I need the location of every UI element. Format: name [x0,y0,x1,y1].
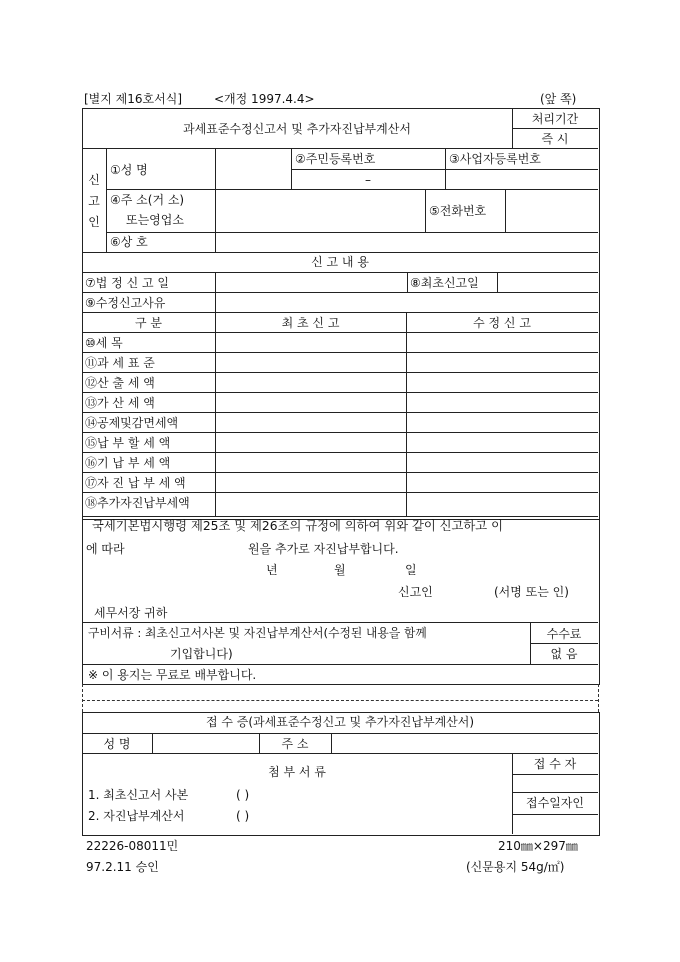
receiver-label: 접 수 자 [533,757,577,771]
phone-label: ⑤전화번호 [429,204,487,218]
date-year: 년 [266,563,278,577]
fee-label: 수수료 [546,627,582,641]
row-label-computed-tax: ⑫산 출 세 액 [85,376,155,390]
free-notice: ※ 이 용지는 무료로 배부합니다. [88,668,257,682]
receiver-field[interactable] [513,775,597,791]
amount-field[interactable] [150,540,240,556]
paper-size: 210㎜×297㎜ [498,839,578,853]
declaration-line-1: 국세기본법시행령 제25조 및 제26조의 규정에 의하여 위와 같이 신고하고 이 [92,519,503,533]
receipt-stamp-field[interactable] [513,815,597,833]
tear-line [82,700,598,701]
attached-item-2-check[interactable]: ( ) [236,809,250,823]
reason-field[interactable] [216,293,597,312]
row-label-self-paid-tax: ⑰자 진 납 부 세 액 [85,476,186,490]
name-field[interactable] [216,149,290,189]
row-label-additional-tax: ⑬가 산 세 액 [85,396,155,410]
receipt-name-field[interactable] [153,734,258,752]
brn-label: ③사업자등록번호 [449,152,541,166]
col-category: 구 분 [135,316,162,330]
fee-value: 없 음 [550,647,578,661]
col-initial: 최 초 신 고 [281,316,340,330]
address-label-2: 또는영업소 [126,213,184,227]
initial-date-field[interactable] [498,273,597,292]
attached-item-1-check[interactable]: ( ) [236,788,250,802]
declaration-line-2b: 원을 추가로 자진납부합니다. [248,542,399,556]
reason-label: ⑨수정신고사유 [85,296,166,310]
paper-type: (신문용지 54g/㎡) [466,860,565,874]
required-docs-line-2: 기입합니다) [170,647,233,661]
row-label-tax-base: ⑪과 세 표 준 [85,356,155,370]
row-label-prepaid-tax: ⑯기 납 부 세 액 [85,456,171,470]
initial-date-label: ⑧최초신고일 [410,276,479,290]
receipt-address-label: 주 소 [281,737,309,751]
page-side-label: (앞 쪽) [540,92,577,106]
rrn-label: ②주민등록번호 [295,152,376,166]
rrn-field[interactable]: – [365,173,371,187]
date-month: 월 [334,563,346,577]
phone-field[interactable] [506,190,597,232]
statutory-date-label: ⑦법 정 신 고 일 [85,276,169,290]
addressee: 세무서장 귀하 [94,606,168,620]
brn-field[interactable] [446,170,597,188]
approval-date: 97.2.11 승인 [86,860,159,874]
processing-period-value: 즉 시 [541,132,569,146]
revision-date: <개정 1997.4.4> [214,92,315,106]
trade-name-field[interactable] [216,233,597,251]
statutory-date-field[interactable] [216,273,406,292]
attached-item-1: 1. 최초신고서 사본 [88,788,189,802]
address-field[interactable] [216,190,424,232]
receipt-address-field[interactable] [332,734,597,752]
address-label: ④주 소(거 소) [110,193,185,207]
row-label-payable-tax: ⑮납 부 할 세 액 [85,436,171,450]
required-docs-line-1: 구비서류 : 최초신고서사본 및 자진납부계산서(수정된 내용을 함께 [88,626,427,640]
form-code: 22226-08011민 [86,839,179,853]
name-label: ①성 명 [110,163,148,177]
cell-amended[interactable] [407,333,597,495]
section-title: 신 고 내 용 [311,255,369,269]
receipt-stamp-label: 접수일자인 [526,796,584,810]
col-amended: 수 정 신 고 [473,316,531,330]
receipt-name-label: 성 명 [103,737,131,751]
sign-note: (서명 또는 인) [494,585,569,599]
form-title: 과세표준수정신고서 및 추가자진납부계산서 [183,122,411,136]
row-label-deduction: ⑭공제및감면세액 [85,416,179,430]
signer-label: 신고인 [398,585,433,599]
attached-docs-title: 첨 부 서 류 [268,765,326,779]
declaration-line-2a: 에 따라 [86,542,125,556]
form-number: [별지 제16호서식] [84,92,182,106]
date-day: 일 [405,563,417,577]
cell-initial[interactable] [216,333,405,495]
reporter-side-2: 고 [88,194,100,208]
processing-period-label: 처리기간 [531,112,579,126]
row-label-additional-self-paid: ⑱추가자진납부세액 [85,496,190,510]
trade-name-label: ⑥상 호 [110,235,148,249]
reporter-side-1: 신 [88,173,100,187]
receipt-title: 접 수 증(과세표준수정신고 및 추가자진납부계산서) [205,715,475,729]
attached-item-2: 2. 자진납부계산서 [88,809,185,823]
row-label-tax-item: ⑩세 목 [85,336,123,350]
reporter-side-3: 인 [88,215,100,229]
